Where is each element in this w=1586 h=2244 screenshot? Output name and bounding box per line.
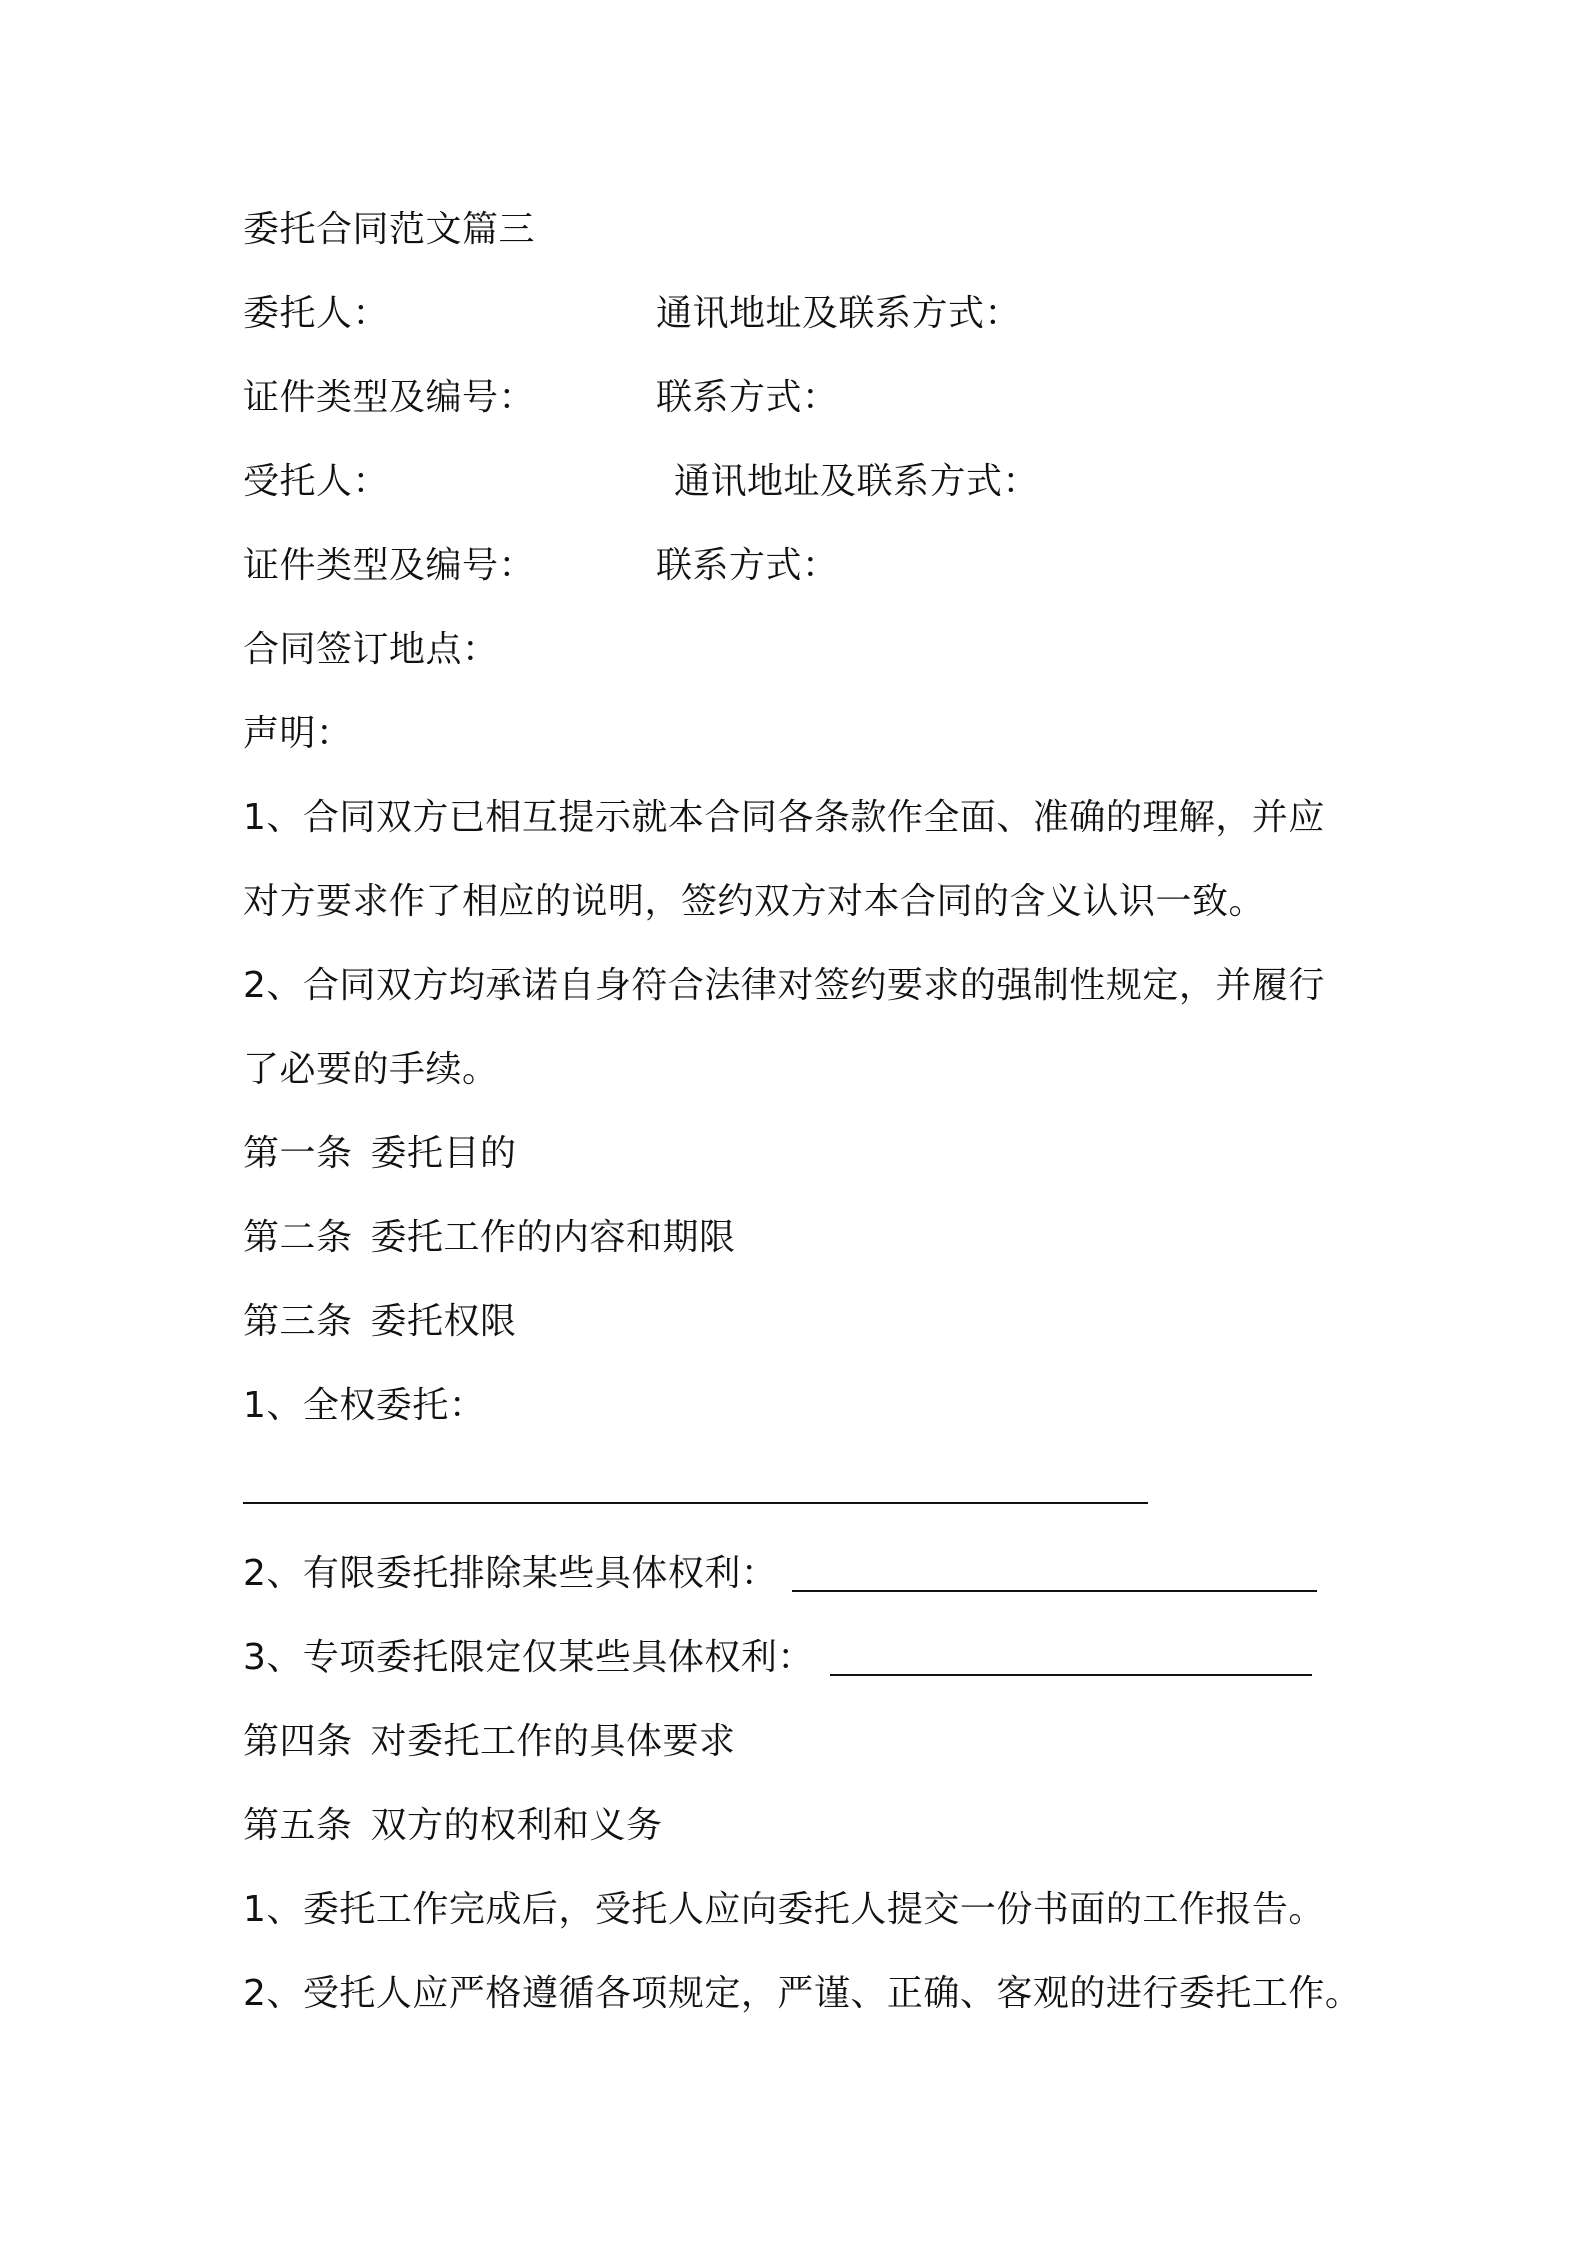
declaration-label: 声明： <box>243 713 353 754</box>
principal-contact-label: 联系方式： <box>656 377 839 418</box>
principal-label: 委托人： <box>243 293 390 334</box>
article-number: 第一条 <box>243 1133 353 1174</box>
authority-full-label: 1、全权委托： <box>243 1385 486 1426</box>
article-number: 第四条 <box>243 1721 353 1762</box>
article-title: 对委托工作的具体要求 <box>370 1721 736 1762</box>
article-5-heading <box>243 1804 663 1848</box>
agent-label: 受托人： <box>243 461 390 502</box>
article-title: 双方的权利和义务 <box>370 1805 663 1846</box>
agent-id-label: 证件类型及编号： <box>243 545 536 586</box>
signing-place-label: 合同签订地点： <box>243 629 499 670</box>
declaration-1-line-2: 对方要求作了相应的说明，签约双方对本合同的含义认识一致。 <box>243 881 1266 922</box>
special-authority-blank <box>830 1674 1312 1676</box>
article-number: 第二条 <box>243 1217 353 1258</box>
limited-authority-blank <box>792 1590 1317 1592</box>
article-title: 委托目的 <box>370 1133 517 1174</box>
authority-special-label: 3、专项委托限定仅某些具体权利： <box>243 1637 814 1678</box>
agent-address-label: 通讯地址及联系方式： <box>674 461 1040 502</box>
declaration-2-line-1: 2、合同双方均承诺自身符合法律对签约要求的强制性规定，并履行 <box>243 965 1325 1006</box>
authority-limited-label: 2、有限委托排除某些具体权利： <box>243 1553 778 1594</box>
article-number: 第三条 <box>243 1301 353 1342</box>
agent-contact-label: 联系方式： <box>656 545 839 586</box>
principal-address-label: 通讯地址及联系方式： <box>656 293 1022 334</box>
declaration-1-line-1: 1、合同双方已相互提示就本合同各条款作全面、准确的理解，并应 <box>243 797 1325 838</box>
article-2-heading <box>243 1216 736 1260</box>
duty-1: 1、委托工作完成后，受托人应向委托人提交一份书面的工作报告。 <box>243 1889 1325 1930</box>
principal-id-label: 证件类型及编号： <box>243 377 536 418</box>
article-3-heading <box>243 1300 517 1344</box>
article-4-heading <box>243 1720 736 1764</box>
duty-2: 2、受托人应严格遵循各项规定，严谨、正确、客观的进行委托工作。 <box>243 1973 1362 2014</box>
article-title: 委托工作的内容和期限 <box>370 1217 736 1258</box>
article-number: 第五条 <box>243 1805 353 1846</box>
article-title: 委托权限 <box>370 1301 517 1342</box>
declaration-2-line-2: 了必要的手续。 <box>243 1049 499 1090</box>
document-title: 委托合同范文篇三 <box>243 209 536 250</box>
full-authority-blank <box>243 1502 1148 1504</box>
article-1-heading <box>243 1132 517 1176</box>
